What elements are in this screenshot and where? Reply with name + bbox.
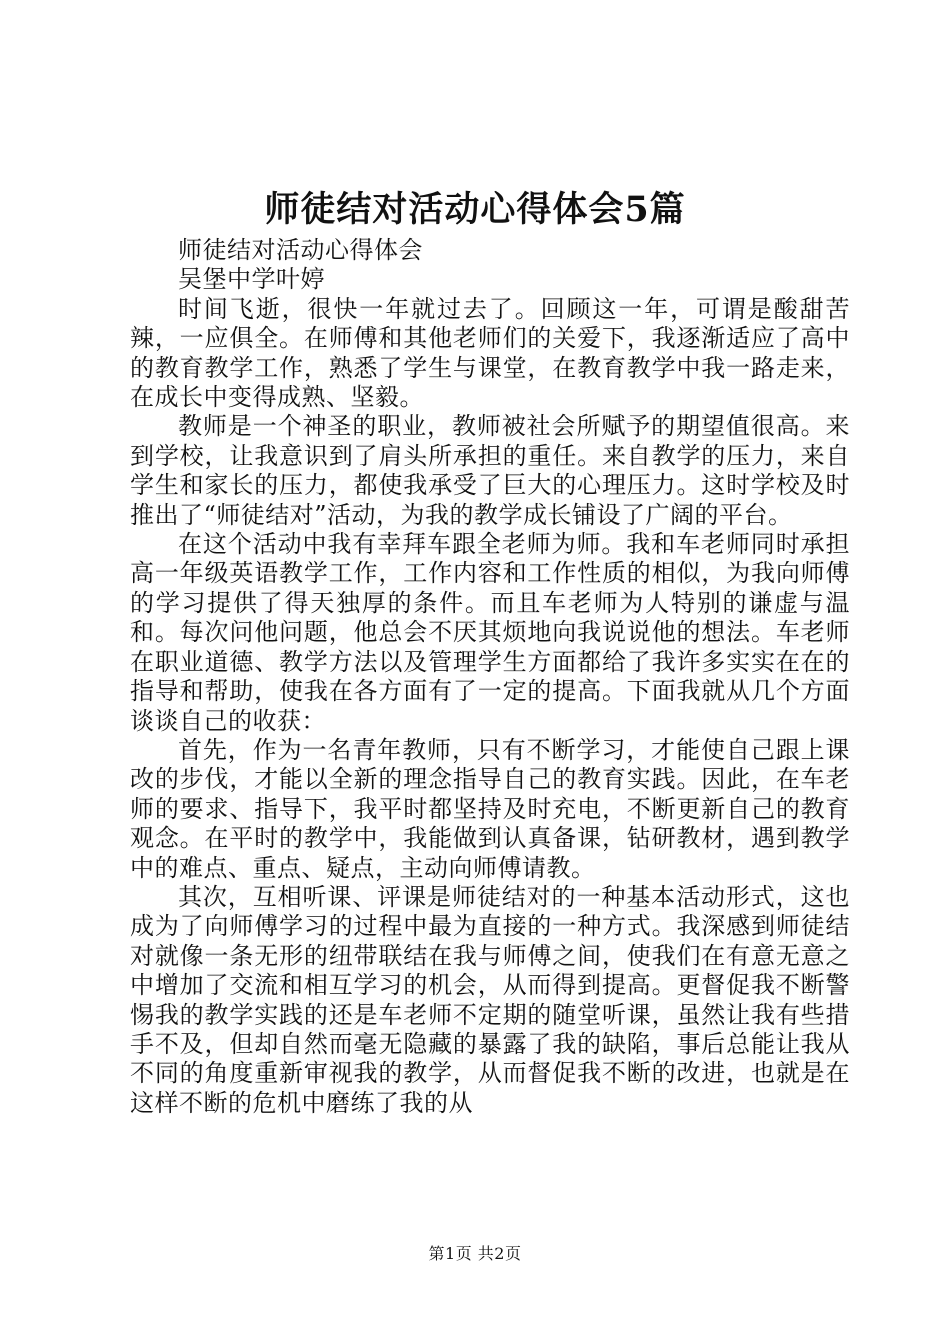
paragraph: 教师是一个神圣的职业，教师被社会所赋予的期望值很高。来到学校，让我意识到了肩头所承担的重任。来自教学的压力，来自学生和家长的压力，都使我承受了巨大的心理压力。这时学校及时推出了“师徒结对”活动，为我的教学成长铺设了广阔的平台。 (130, 412, 850, 529)
paragraph-author: 吴堡中学叶婷 (178, 265, 325, 294)
paragraph-subtitle: 师徒结对活动心得体会 (178, 236, 423, 264)
paragraph: 其次，互相听课、评课是师徒结对的一种基本活动形式，这也成为了向师傅学习的过程中最为直接的一种方式。我深感到师徒结对就像一条无形的纽带联结在我与师傅之间，使我们在有意无意之中增加了交流和相互学习的机会，从而得到提高。更督促我不断警惕我的教学实践的还是车老师不定期的随堂听课，虽然让我有些措手不及，但却自然而毫无隐藏的暴露了我的缺陷，事后总能让我从不同的角度重新审视我的教学，从而督促我不断的改进，也就是在这样不断的危机中磨练了我的从 (130, 882, 850, 1117)
document-title: 师徒结对活动心得体会5篇 (264, 189, 686, 230)
paragraph: 时间飞逝，很快一年就过去了。回顾这一年，可谓是酸甜苦辣，一应俱全。在师傅和其他老师们的关爱下，我逐渐适应了高中的教育教学工作，熟悉了学生与课堂，在教育教学中我一路走来，在成长中变得成熟、坚毅。 (130, 294, 850, 412)
document-body (130, 236, 850, 1118)
page-footer: 第1页 共2页 (428, 1244, 522, 1263)
paragraph: 在这个活动中我有幸拜车跟全老师为师。我和车老师同时承担高一年级英语教学工作，工作内容和工作性质的相似，为我向师傅的学习提供了得天独厚的条件。而且车老师为人特别的谦虚与温和。每次问他问题，他总会不厌其烦地向我说说他的想法。车老师在职业道德、教学方法以及管理学生方面都给了我许多实实在在的指导和帮助，使我在各方面有了一定的提高。下面我就从几个方面谈谈自己的收获： (130, 530, 850, 735)
paragraph: 首先，作为一名青年教师，只有不断学习，才能使自己跟上课改的步伐，才能以全新的理念指导自己的教育实践。因此，在车老师的要求、指导下，我平时都坚持及时充电，不断更新自己的教育观念。在平时的教学中，我能做到认真备课，钻研教材，遇到教学中的难点、重点、疑点，主动向师傅请教。 (130, 735, 850, 882)
